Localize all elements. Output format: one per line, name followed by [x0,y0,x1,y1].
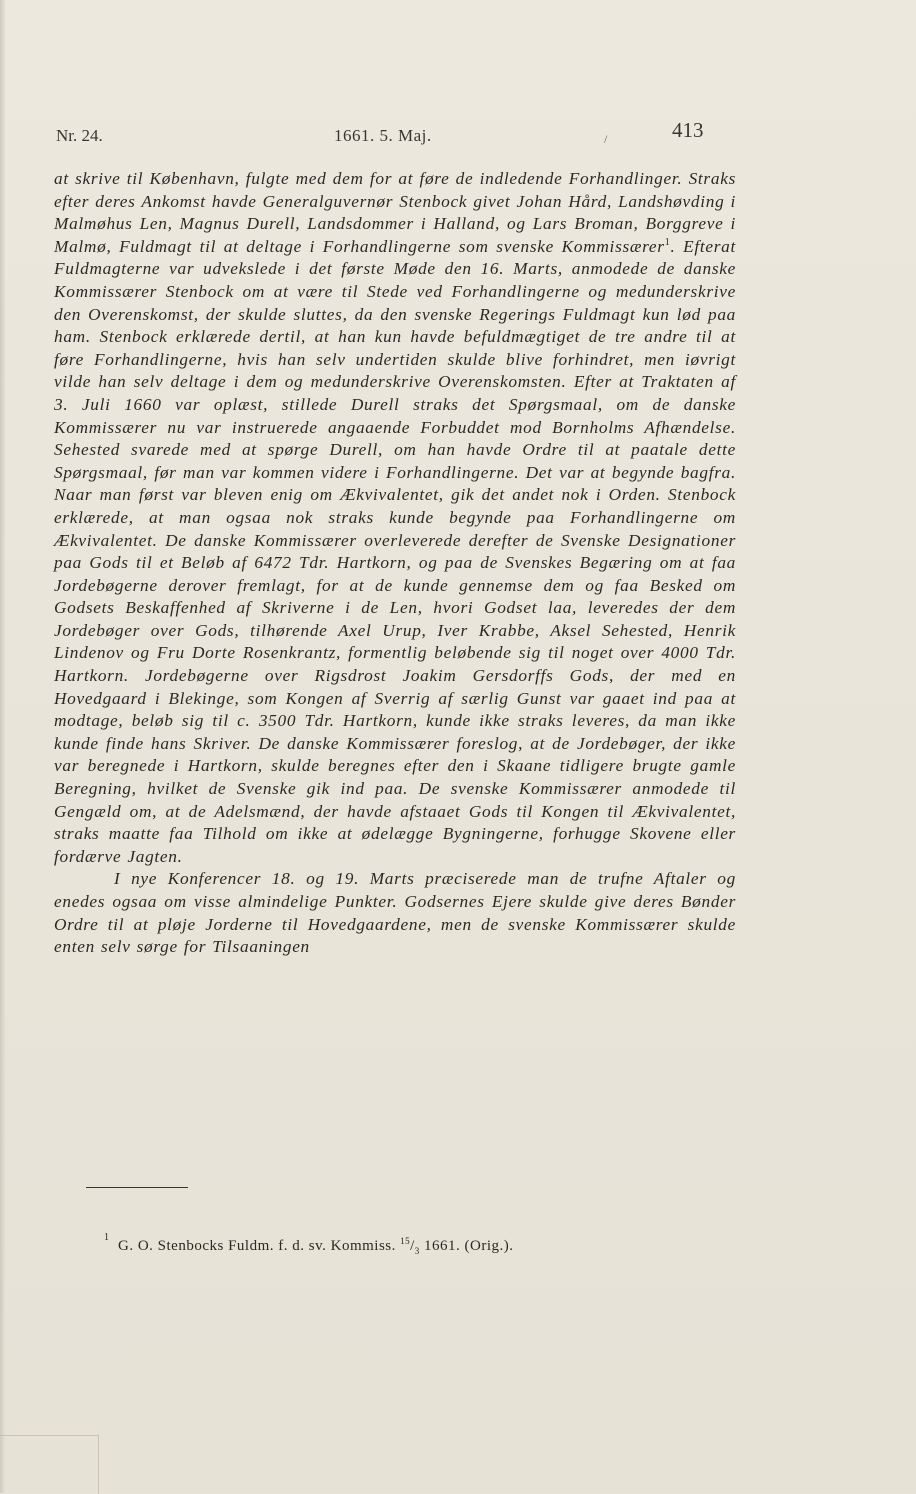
footnote-separator [86,1187,188,1188]
page-number: 413 [672,118,704,142]
running-header [56,118,730,152]
footnote-date-day: 15 [400,1236,411,1246]
paragraph-1 [54,168,736,868]
page-edge-shadow [0,0,5,1493]
footnote-date-month: 3 [414,1246,420,1256]
footnote-text-start: G. O. Stenbocks Fuldm. f. d. sv. Kommiss. [118,1238,401,1254]
scan-corner-mark [0,1435,99,1494]
header-date: 1661. 5. Maj. [334,126,432,145]
paragraph-1-text: at skrive til København, fulgte med dem for at føre de indledende Forhandlinger. Straks efter deres Ankomst havde Generalguvernør Stenbock givet Johan Hård, Landshøvding i Malmøhus Len, Magnus Durell, Landsdommer i Halland, og Lars Broman, Borggreve i Malmø, Fuldmagt til at deltage i Forhandlingerne som svenske Kommissærer [54,169,736,256]
footnote-text-end: 1661. (Orig.). [419,1238,514,1254]
footnote-mark: 1 [104,1232,110,1243]
main-text [54,168,736,959]
paragraph-1-continuation: . Efterat Fuldmagterne var udvekslede i det første Møde den 16. Marts, anmodede de danske Kommissærer Stenbock om at være til Stede ved Forhandlingerne og medunderskrive den Overenskomst, der skulde sluttes, da den svenske Regerings Fuldmagt kun lød paa ham. Stenbock erklærede dertil, at han kun havde befuldmægtiget de tre andre til at føre Forhandlingerne, hvis han selv undertiden skulde blive forhindret, men iøvrigt vilde han selv deltage i dem og medunderskrive Overenskomsten. Efter at Traktaten af 3. Juli 1660 var oplæst, stillede Durell straks det Spørgsmaal, om de danske Kommissærer nu var instruerede angaaende Forbuddet mod Bornholms Afhændelse. Sehested svarede med at spørge Durell, om han havde Ordre til at paatale dette Spørgsmaal, før man var kommen videre i Forhandlingerne. Det var at begynde bagfra. Naar man først var bleven enig om Ækvivalentet, gik det andet nok i Orden. Stenbock erklærede, at man ogsaa nok straks kunde begynde paa Forhandlingerne om Ækvivalentet. De danske Kommissærer overleverede derefter de Svenske Designationer paa Gods til et Beløb af 6472 Tdr. Hartkorn, og paa de Svenskes Begæring om at faa Jordebøgerne derover fremlagt, for at de kunde gennemse dem og faa Besked om Godsets Beskaffenhed af Skriverne i de Len, hvori Godset laa, leveredes der dem Jordebøger over Gods, tilhørende Axel Urup, Iver Krabbe, Aksel Sehested, Henrik Lindenov og Fru Dorte Rosenkrantz, formentlig beløbende sig til noget over 4000 Tdr. Hartkorn. Jordebøgerne over Rigsdrost Joakim Gersdorffs Gods, der med en Hovedgaard i Blekinge, som Kongen af Sverrig af særlig Gunst var gaaet ind paa at modtage, beløb sig til c. 3500 Tdr. Hartkorn, kunde ikke straks leveres, da man ikke kunde finde hans Skriver. De danske Kommissærer foreslog, at de Jordebøger, der ikke var beregnede i Hartkorn, skulde beregnes efter den i Skaane tidligere brugte gamle Beregning, hvilket de Svenske gik ind paa. De svenske Kommissærer anmodede til Gengæld om, at de Adelsmænd, der havde afstaaet Gods til Kongen til Ækvivalentet, straks maatte faa Tilhold om ikke at ødelægge Bygningerne, forhugge Skovene eller fordærve Jagten. [54,236,737,866]
footnote-reference: 1 [664,237,671,249]
margin-mark: / [604,132,608,146]
document-number: Nr. 24. [56,126,103,145]
paragraph-2: I nye Konferencer 18. og 19. Marts præciserede man de trufne Aftaler og enedes ogsaa om visse almindelige Punkter. Godsernes Ejere skulde give deres Bønder Ordre til at pløje Jorderne til Hovedgaardene, men de svenske Kommissærer skulde enten selv sørge for Tilsaaningen [54,869,736,957]
footnote [104,1232,514,1256]
footnote-date-slash: / [410,1238,415,1254]
